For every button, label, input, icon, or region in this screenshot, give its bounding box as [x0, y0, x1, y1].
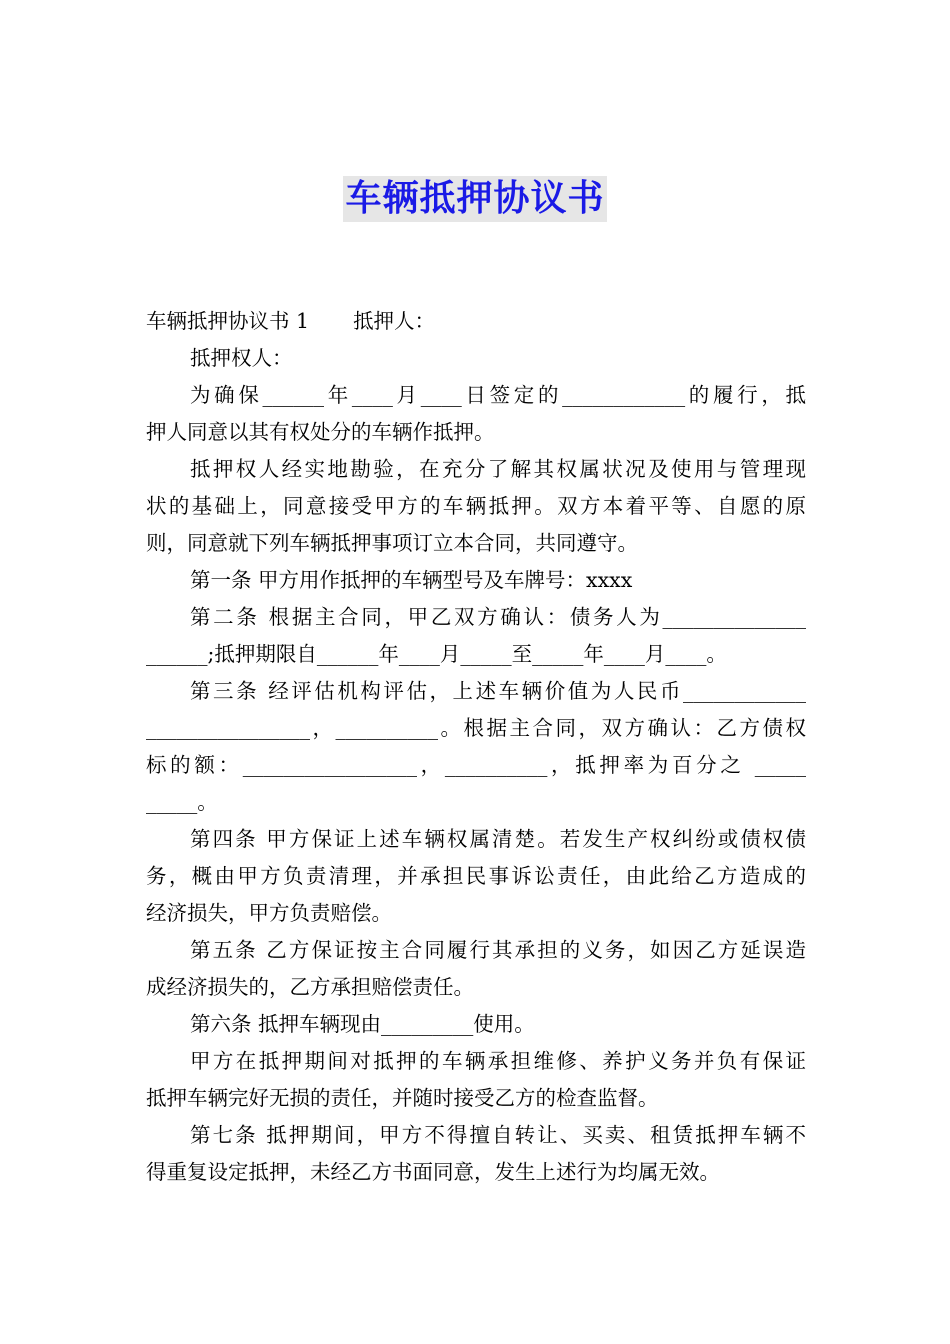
- paragraph-line: 抵押车辆完好无损的责任，并随时接受乙方的检查监督。: [146, 1086, 659, 1110]
- agreement-label: 车辆抵押协议书 1: [146, 309, 310, 333]
- paragraph-line: _____。: [146, 790, 218, 814]
- paragraph-line: 经济损失，甲方负责赔偿。: [146, 901, 392, 925]
- title-container: [0, 176, 950, 222]
- paragraph-line: 第四条 甲方保证上述车辆权属清楚。若发生产权纠纷或债权债: [190, 827, 806, 851]
- paragraph-line: 甲方在抵押期间对抵押的车辆承担维修、养护义务并负有保证: [190, 1049, 806, 1073]
- paragraph-line: 抵押权人：: [190, 346, 293, 370]
- paragraph-line: 第六条 抵押车辆现由_________使用。: [190, 1012, 535, 1036]
- paragraph-line: 务，概由甲方负责清理，并承担民事诉讼责任，由此给乙方造成的: [146, 864, 806, 888]
- paragraph-line: 第一条 甲方用作抵押的车辆型号及车牌号：xxxx: [190, 568, 633, 592]
- document-title: 车辆抵押协议书: [343, 176, 606, 222]
- paragraph-line: 成经济损失的，乙方承担赔偿责任。: [146, 975, 474, 999]
- paragraph-line: 状的基础上，同意接受甲方的车辆抵押。双方本着平等、自愿的原: [146, 494, 806, 518]
- paragraph-line: ______;抵押期限自______年____月_____至_____年____月____。: [146, 642, 727, 666]
- paragraph-line: 第五条 乙方保证按主合同履行其承担的义务，如因乙方延误造: [190, 938, 806, 962]
- paragraph-line: ________________，__________。根据主合同，双方确认：乙方债权: [146, 716, 806, 740]
- paragraph-line: 第三条 经评估机构评估，上述车辆价值为人民币____________: [190, 679, 806, 703]
- paragraph-line: 得重复设定抵押，未经乙方书面同意，发生上述行为均属无效。: [146, 1160, 720, 1184]
- heading-line: [146, 303, 806, 340]
- paragraph-line: 抵押权人经实地勘验，在充分了解其权属状况及使用与管理现: [190, 457, 806, 481]
- paragraph-line: 第七条 抵押期间，甲方不得擅自转让、买卖、租赁抵押车辆不: [190, 1123, 806, 1147]
- document-body: [146, 303, 806, 1191]
- paragraph-line: 为确保______年____月____日签定的____________的履行，抵: [190, 383, 806, 407]
- paragraph-line: 标的额：_________________，__________，抵押率为百分之 _____: [146, 753, 806, 777]
- paragraph-line: 第二条 根据主合同，甲乙双方确认：债务人为______________: [190, 605, 806, 629]
- paragraph-line: 押人同意以其有权处分的车辆作抵押。: [146, 420, 495, 444]
- paragraph-line: 则，同意就下列车辆抵押事项订立本合同，共同遵守。: [146, 531, 638, 555]
- mortgagor-label: 抵押人：: [353, 309, 436, 333]
